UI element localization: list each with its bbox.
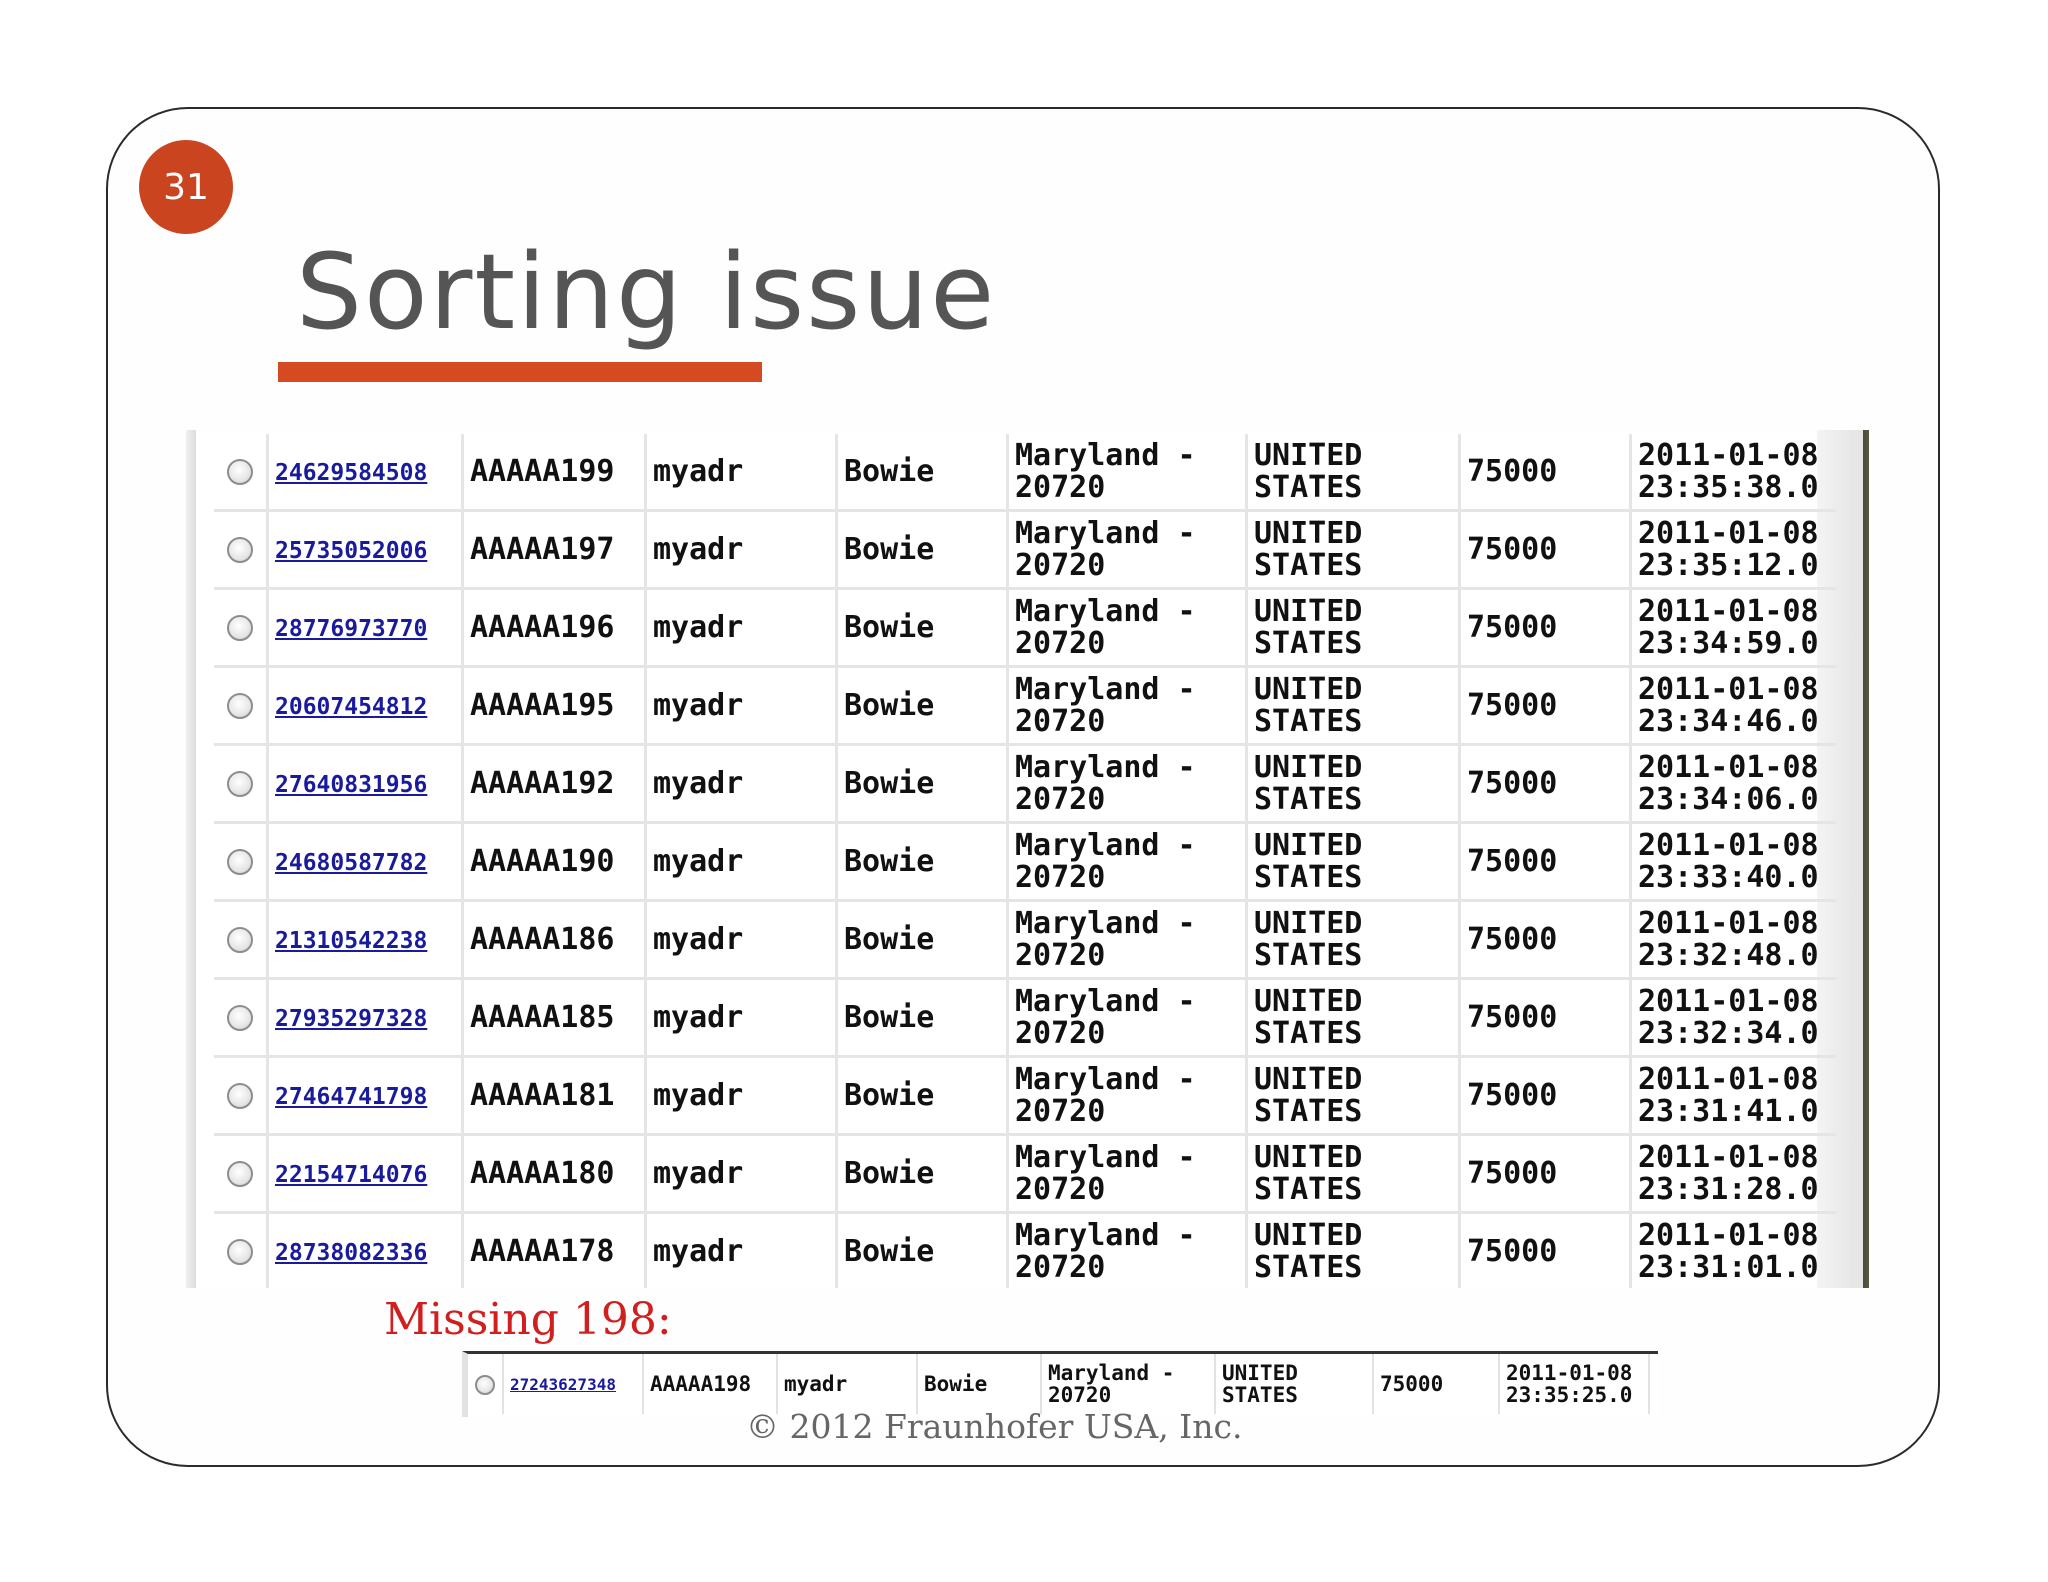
- record-code: AAAAA198: [643, 1354, 777, 1414]
- record-amount: 75000: [1373, 1354, 1499, 1414]
- state-line1: Maryland -: [1015, 983, 1196, 1019]
- record-timestamp: [1631, 1213, 1837, 1289]
- row-radio-button[interactable]: [475, 1375, 495, 1395]
- table-row: [214, 1135, 1836, 1213]
- country-line2: STATES: [1254, 781, 1363, 817]
- title-underline: [278, 362, 762, 382]
- country-line2: STATES: [1254, 937, 1363, 973]
- state-line2: 20720: [1015, 625, 1106, 661]
- state-line2: 20720: [1015, 547, 1106, 583]
- country-line2: STATES: [1254, 1093, 1363, 1129]
- table-row: [214, 745, 1836, 823]
- record-address: myadr: [646, 901, 837, 979]
- record-amount: 75000: [1460, 901, 1631, 979]
- timestamp-time: 23:35:12.0: [1638, 547, 1819, 583]
- record-state: [1008, 979, 1247, 1057]
- record-country: [1247, 511, 1460, 589]
- record-country: [1247, 434, 1460, 511]
- timestamp-time: 23:34:46.0: [1638, 703, 1819, 739]
- slide-number: 31: [163, 166, 209, 208]
- table-row: [214, 1213, 1836, 1289]
- timestamp-date: 2011-01-08: [1638, 1061, 1819, 1097]
- record-code: AAAAA185: [463, 979, 646, 1057]
- table-row: [468, 1354, 1649, 1414]
- record-state: [1008, 823, 1247, 901]
- panel-left-edge: [186, 430, 196, 1288]
- timestamp-time: 23:34:06.0: [1638, 781, 1819, 817]
- record-address: myadr: [646, 1135, 837, 1213]
- record-country: [1247, 1213, 1460, 1289]
- record-address: myadr: [646, 589, 837, 667]
- record-country: [1247, 667, 1460, 745]
- record-country: [1215, 1354, 1373, 1414]
- country-line2: STATES: [1254, 859, 1363, 895]
- record-state: [1008, 667, 1247, 745]
- state-line1: Maryland -: [1015, 437, 1196, 473]
- timestamp-time: 23:31:01.0: [1638, 1249, 1819, 1285]
- row-radio-button[interactable]: [227, 1083, 253, 1109]
- record-code: AAAAA181: [463, 1057, 646, 1135]
- record-amount: 75000: [1460, 589, 1631, 667]
- timestamp-time: 23:35:25.0: [1506, 1383, 1633, 1407]
- record-amount: 75000: [1460, 434, 1631, 511]
- row-radio-button[interactable]: [227, 927, 253, 953]
- country-line1: UNITED: [1254, 983, 1363, 1019]
- record-state: [1008, 1057, 1247, 1135]
- record-timestamp: [1499, 1354, 1649, 1414]
- country-line1: UNITED: [1254, 515, 1363, 551]
- record-id-link[interactable]: 28738082336: [275, 1239, 428, 1266]
- record-address: myadr: [646, 823, 837, 901]
- country-line2: STATES: [1254, 625, 1363, 661]
- record-id-link[interactable]: 27243627348: [510, 1375, 616, 1394]
- record-id-link[interactable]: 24680587782: [275, 849, 428, 876]
- record-id-link[interactable]: 21310542238: [275, 927, 428, 954]
- missing-label: Missing 198:: [384, 1294, 672, 1345]
- record-city: Bowie: [837, 823, 1008, 901]
- table-row: [214, 589, 1836, 667]
- state-line2: 20720: [1015, 1171, 1106, 1207]
- timestamp-time: 23:32:48.0: [1638, 937, 1819, 973]
- missing-row-table: [468, 1354, 1650, 1414]
- record-code: AAAAA197: [463, 511, 646, 589]
- country-line1: UNITED: [1254, 1217, 1363, 1253]
- timestamp-time: 23:31:41.0: [1638, 1093, 1819, 1129]
- record-code: AAAAA190: [463, 823, 646, 901]
- record-state: [1008, 589, 1247, 667]
- country-line2: STATES: [1222, 1383, 1298, 1407]
- record-amount: 75000: [1460, 745, 1631, 823]
- row-radio-button[interactable]: [227, 615, 253, 641]
- country-line2: STATES: [1254, 547, 1363, 583]
- timestamp-date: 2011-01-08: [1638, 437, 1819, 473]
- state-line2: 20720: [1015, 859, 1106, 895]
- record-code: AAAAA199: [463, 434, 646, 511]
- record-amount: 75000: [1460, 1135, 1631, 1213]
- state-line1: Maryland -: [1015, 671, 1196, 707]
- table-row: [214, 823, 1836, 901]
- results-screenshot: [186, 430, 1869, 1288]
- record-address: myadr: [646, 1213, 837, 1289]
- record-id-link[interactable]: 24629584508: [275, 459, 428, 486]
- record-id-link[interactable]: 27935297328: [275, 1005, 428, 1032]
- country-line1: UNITED: [1254, 437, 1363, 473]
- country-line2: STATES: [1254, 1015, 1363, 1051]
- timestamp-time: 23:32:34.0: [1638, 1015, 1819, 1051]
- record-city: Bowie: [837, 1057, 1008, 1135]
- state-line2: 20720: [1015, 703, 1106, 739]
- record-address: myadr: [646, 979, 837, 1057]
- timestamp-date: 2011-01-08: [1638, 827, 1819, 863]
- country-line2: STATES: [1254, 1249, 1363, 1285]
- record-state: [1008, 1135, 1247, 1213]
- record-country: [1247, 979, 1460, 1057]
- table-row: [214, 511, 1836, 589]
- record-address: myadr: [777, 1354, 917, 1414]
- state-line1: Maryland -: [1015, 1139, 1196, 1175]
- country-line1: UNITED: [1254, 749, 1363, 785]
- record-state: [1008, 745, 1247, 823]
- record-state: [1008, 1213, 1247, 1289]
- row-radio-button[interactable]: [227, 771, 253, 797]
- row-radio-button[interactable]: [227, 537, 253, 563]
- record-country: [1247, 1135, 1460, 1213]
- timestamp-date: 2011-01-08: [1638, 749, 1819, 785]
- record-city: Bowie: [837, 511, 1008, 589]
- record-timestamp: [1631, 511, 1837, 589]
- state-line2: 20720: [1015, 1093, 1106, 1129]
- record-id-link[interactable]: 27640831956: [275, 771, 428, 798]
- timestamp-date: 2011-01-08: [1638, 515, 1819, 551]
- record-amount: 75000: [1460, 1057, 1631, 1135]
- record-timestamp: [1631, 745, 1837, 823]
- record-city: Bowie: [837, 1213, 1008, 1289]
- record-address: myadr: [646, 511, 837, 589]
- state-line2: 20720: [1015, 937, 1106, 973]
- copyright-footer: © 2012 Fraunhofer USA, Inc.: [746, 1407, 1243, 1446]
- record-country: [1247, 901, 1460, 979]
- table-row: [214, 901, 1836, 979]
- state-line2: 20720: [1015, 781, 1106, 817]
- record-city: Bowie: [837, 589, 1008, 667]
- timestamp-time: 23:33:40.0: [1638, 859, 1819, 895]
- table-row: [214, 667, 1836, 745]
- row-radio-button[interactable]: [227, 459, 253, 485]
- record-amount: 75000: [1460, 1213, 1631, 1289]
- timestamp-date: 2011-01-08: [1638, 671, 1819, 707]
- table-row: [214, 979, 1836, 1057]
- record-city: Bowie: [837, 667, 1008, 745]
- country-line1: UNITED: [1254, 593, 1363, 629]
- state-line1: Maryland -: [1015, 749, 1196, 785]
- table-row: [214, 1057, 1836, 1135]
- record-id-link[interactable]: 25735052006: [275, 537, 428, 564]
- record-address: myadr: [646, 667, 837, 745]
- record-timestamp: [1631, 1057, 1837, 1135]
- country-line1: UNITED: [1222, 1361, 1298, 1385]
- record-amount: 75000: [1460, 667, 1631, 745]
- state-line1: Maryland -: [1015, 1217, 1196, 1253]
- record-city: Bowie: [837, 745, 1008, 823]
- record-address: myadr: [646, 434, 837, 511]
- row-radio-button[interactable]: [227, 849, 253, 875]
- record-id-link[interactable]: 22154714076: [275, 1161, 428, 1188]
- record-state: [1008, 434, 1247, 511]
- country-line1: UNITED: [1254, 1061, 1363, 1097]
- record-state: [1008, 511, 1247, 589]
- record-address: myadr: [646, 1057, 837, 1135]
- country-line2: STATES: [1254, 703, 1363, 739]
- timestamp-date: 2011-01-08: [1638, 593, 1819, 629]
- record-code: AAAAA196: [463, 589, 646, 667]
- state-line2: 20720: [1015, 1249, 1106, 1285]
- state-line1: Maryland -: [1015, 1061, 1196, 1097]
- record-city: Bowie: [837, 1135, 1008, 1213]
- record-city: Bowie: [837, 979, 1008, 1057]
- record-state: [1041, 1354, 1215, 1414]
- table-row: [214, 434, 1836, 511]
- record-country: [1247, 1057, 1460, 1135]
- record-timestamp: [1631, 1135, 1837, 1213]
- row-radio-button[interactable]: [227, 693, 253, 719]
- record-id-link[interactable]: 28776973770: [275, 615, 428, 642]
- state-line1: Maryland -: [1048, 1361, 1175, 1385]
- state-line1: Maryland -: [1015, 593, 1196, 629]
- timestamp-date: 2011-01-08: [1638, 983, 1819, 1019]
- slide-number-badge: [139, 140, 233, 234]
- row-radio-button[interactable]: [227, 1005, 253, 1031]
- record-amount: 75000: [1460, 823, 1631, 901]
- record-state: [1008, 901, 1247, 979]
- record-address: myadr: [646, 745, 837, 823]
- timestamp-time: 23:35:38.0: [1638, 469, 1819, 505]
- record-country: [1247, 745, 1460, 823]
- country-line2: STATES: [1254, 1171, 1363, 1207]
- state-line1: Maryland -: [1015, 515, 1196, 551]
- record-city: Bowie: [917, 1354, 1041, 1414]
- record-code: AAAAA178: [463, 1213, 646, 1289]
- record-id-link[interactable]: 20607454812: [275, 693, 428, 720]
- record-country: [1247, 823, 1460, 901]
- record-timestamp: [1631, 589, 1837, 667]
- timestamp-time: 23:31:28.0: [1638, 1171, 1819, 1207]
- country-line2: STATES: [1254, 469, 1363, 505]
- row-radio-button[interactable]: [227, 1239, 253, 1265]
- state-line2: 20720: [1048, 1383, 1112, 1407]
- record-code: AAAAA186: [463, 901, 646, 979]
- slide-title: Sorting issue: [296, 231, 997, 353]
- timestamp-date: 2011-01-08: [1638, 1139, 1819, 1175]
- country-line1: UNITED: [1254, 827, 1363, 863]
- record-timestamp: [1631, 901, 1837, 979]
- record-country: [1247, 589, 1460, 667]
- record-amount: 75000: [1460, 979, 1631, 1057]
- record-timestamp: [1631, 434, 1837, 511]
- record-id-link[interactable]: 27464741798: [275, 1083, 428, 1110]
- record-timestamp: [1631, 823, 1837, 901]
- state-line1: Maryland -: [1015, 905, 1196, 941]
- timestamp-time: 23:34:59.0: [1638, 625, 1819, 661]
- country-line1: UNITED: [1254, 1139, 1363, 1175]
- record-city: Bowie: [837, 901, 1008, 979]
- record-timestamp: [1631, 979, 1837, 1057]
- record-code: AAAAA195: [463, 667, 646, 745]
- record-code: AAAAA192: [463, 745, 646, 823]
- state-line1: Maryland -: [1015, 827, 1196, 863]
- record-code: AAAAA180: [463, 1135, 646, 1213]
- timestamp-date: 2011-01-08: [1638, 1217, 1819, 1253]
- results-table: [214, 434, 1836, 1288]
- country-line1: UNITED: [1254, 905, 1363, 941]
- country-line1: UNITED: [1254, 671, 1363, 707]
- state-line2: 20720: [1015, 469, 1106, 505]
- timestamp-date: 2011-01-08: [1506, 1361, 1633, 1385]
- row-radio-button[interactable]: [227, 1161, 253, 1187]
- state-line2: 20720: [1015, 1015, 1106, 1051]
- record-city: Bowie: [837, 434, 1008, 511]
- timestamp-date: 2011-01-08: [1638, 905, 1819, 941]
- record-timestamp: [1631, 667, 1837, 745]
- record-amount: 75000: [1460, 511, 1631, 589]
